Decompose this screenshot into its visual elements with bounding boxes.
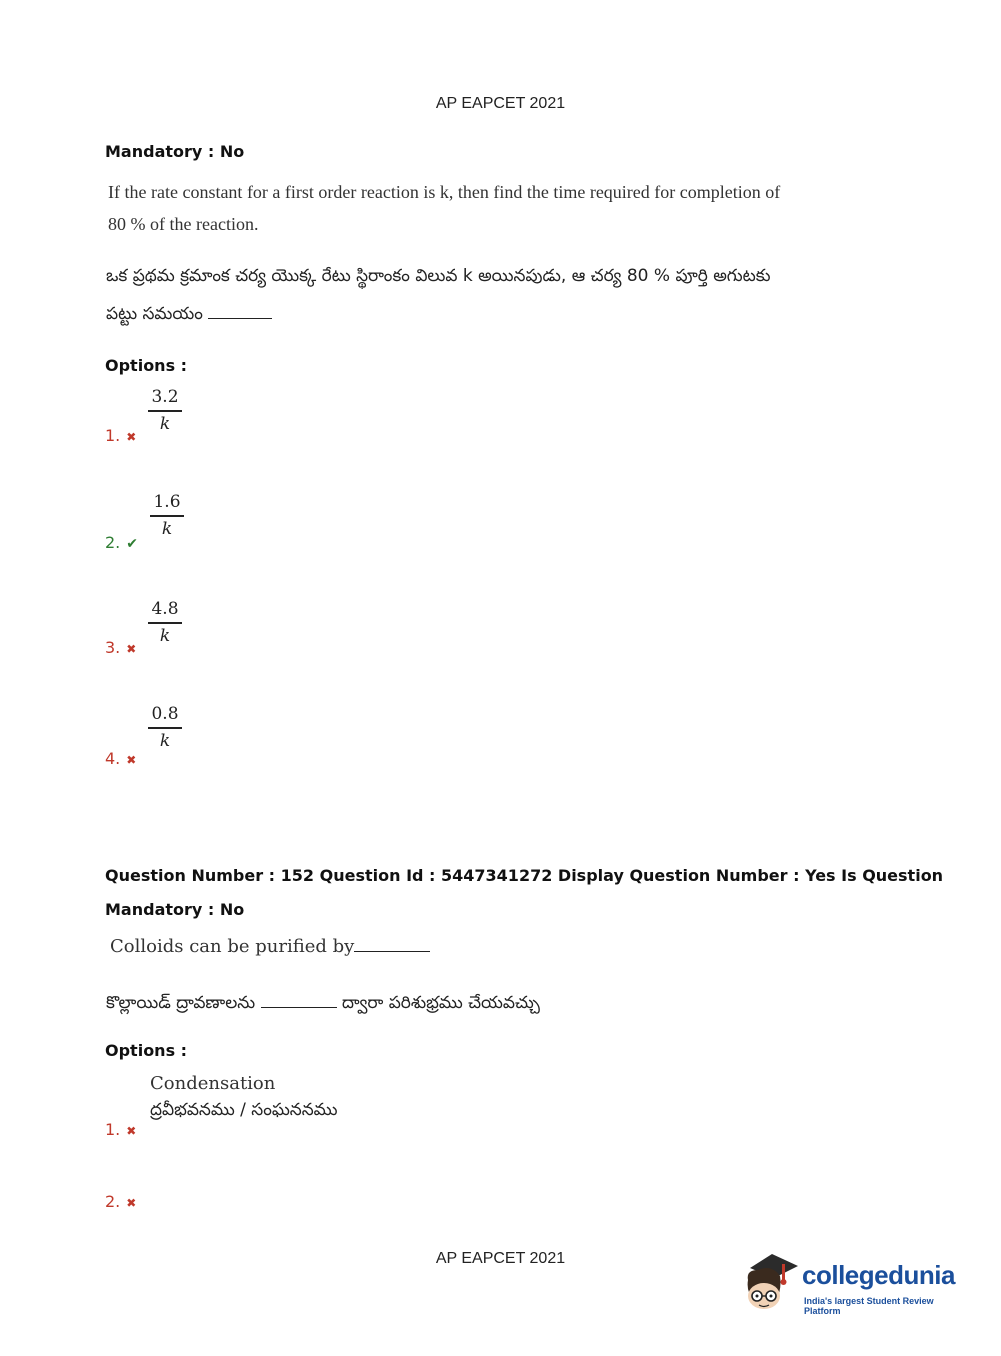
q2-text-telugu: [106, 984, 540, 1022]
q1-mandatory: Mandatory : No: [105, 142, 245, 161]
cross-icon: ✖: [126, 430, 137, 444]
q2-text-english: [110, 936, 430, 957]
q2-option-2-number: [105, 1192, 136, 1211]
q1-text-te-line1: ఒక ప్రథమ క్రమాంక చర్య యొక్క రేటు స్థిరాంకం విలువ k అయినపుడు, ఆ చర్య 80 % పూర్తి అగుటకు: [106, 266, 771, 286]
fraction-denominator: k: [159, 414, 171, 434]
q2-text-en: Colloids can be purified by: [110, 936, 355, 957]
fraction-denominator: k: [159, 731, 171, 751]
option-number: 1.: [105, 426, 121, 445]
q1-text-english: [108, 176, 780, 240]
q1-option-1-fraction: [148, 387, 182, 434]
logo-tagline: India's largest Student Review Platform: [804, 1296, 934, 1316]
q2-option-1-content: [150, 1073, 338, 1124]
cross-icon: ✖: [126, 1124, 137, 1138]
option-number: 2.: [105, 533, 121, 552]
q2-text-te-part1: కొల్లాయిడ్ ద్రావణాలను: [106, 993, 256, 1013]
q1-option-3-number: [105, 638, 136, 657]
q2-option-1-number: [105, 1120, 136, 1139]
q1-text-en-line1: If the rate constant for a first order reaction is k, then find the time required for completion of: [108, 182, 781, 202]
q2-meta: Question Number : 152 Question Id : 5447341272 Display Question Number : Yes Is Question: [105, 866, 944, 885]
page-footer-title: AP EAPCET 2021: [435, 1250, 566, 1267]
q1-options-label: Options :: [105, 356, 188, 375]
q1-option-3-fraction: [148, 599, 182, 646]
q1-option-4-fraction: [148, 704, 182, 751]
option-number: 2.: [105, 1192, 121, 1211]
answer-blank: [354, 950, 430, 952]
fraction-numerator: 4.8: [151, 599, 179, 619]
check-icon: ✔: [126, 536, 138, 552]
answer-blank: [261, 1006, 337, 1008]
q1-option-2-number: [105, 533, 138, 552]
fraction-denominator: k: [161, 519, 173, 539]
q2-option-1-text-te: ద్రవీభవనము / సంఘననము: [150, 1100, 338, 1120]
fraction-denominator: k: [159, 626, 171, 646]
fraction-numerator: 0.8: [151, 704, 179, 724]
cross-icon: ✖: [126, 753, 137, 767]
q1-option-1-number: [105, 426, 136, 445]
collegedunia-logo: [742, 1250, 972, 1320]
q2-options-label: Options :: [105, 1041, 188, 1060]
fraction-numerator: 1.6: [153, 492, 181, 512]
q1-text-en-line2: 80 % of the reaction.: [108, 214, 259, 234]
option-number: 4.: [105, 749, 121, 768]
cross-icon: ✖: [126, 1196, 137, 1210]
page-header-title: AP EAPCET 2021: [435, 95, 566, 112]
answer-blank: [208, 317, 272, 319]
q1-text-te-line2: పట్టు సమయం: [106, 304, 203, 324]
q2-text-te-part2: ద్వారా పరిశుభ్రము చేయవచ్చు: [341, 993, 540, 1013]
q1-option-4-number: [105, 749, 136, 768]
q1-text-telugu: [106, 257, 770, 333]
logo-wordmark: collegedunia: [802, 1260, 955, 1290]
q1-option-2-fraction: [150, 492, 184, 539]
option-number: 1.: [105, 1120, 121, 1139]
cross-icon: ✖: [126, 642, 137, 656]
fraction-numerator: 3.2: [151, 387, 179, 407]
q2-option-1-text-en: Condensation: [150, 1073, 276, 1094]
option-number: 3.: [105, 638, 121, 657]
mascot-icon: [742, 1250, 802, 1320]
q2-mandatory: Mandatory : No: [105, 900, 245, 919]
